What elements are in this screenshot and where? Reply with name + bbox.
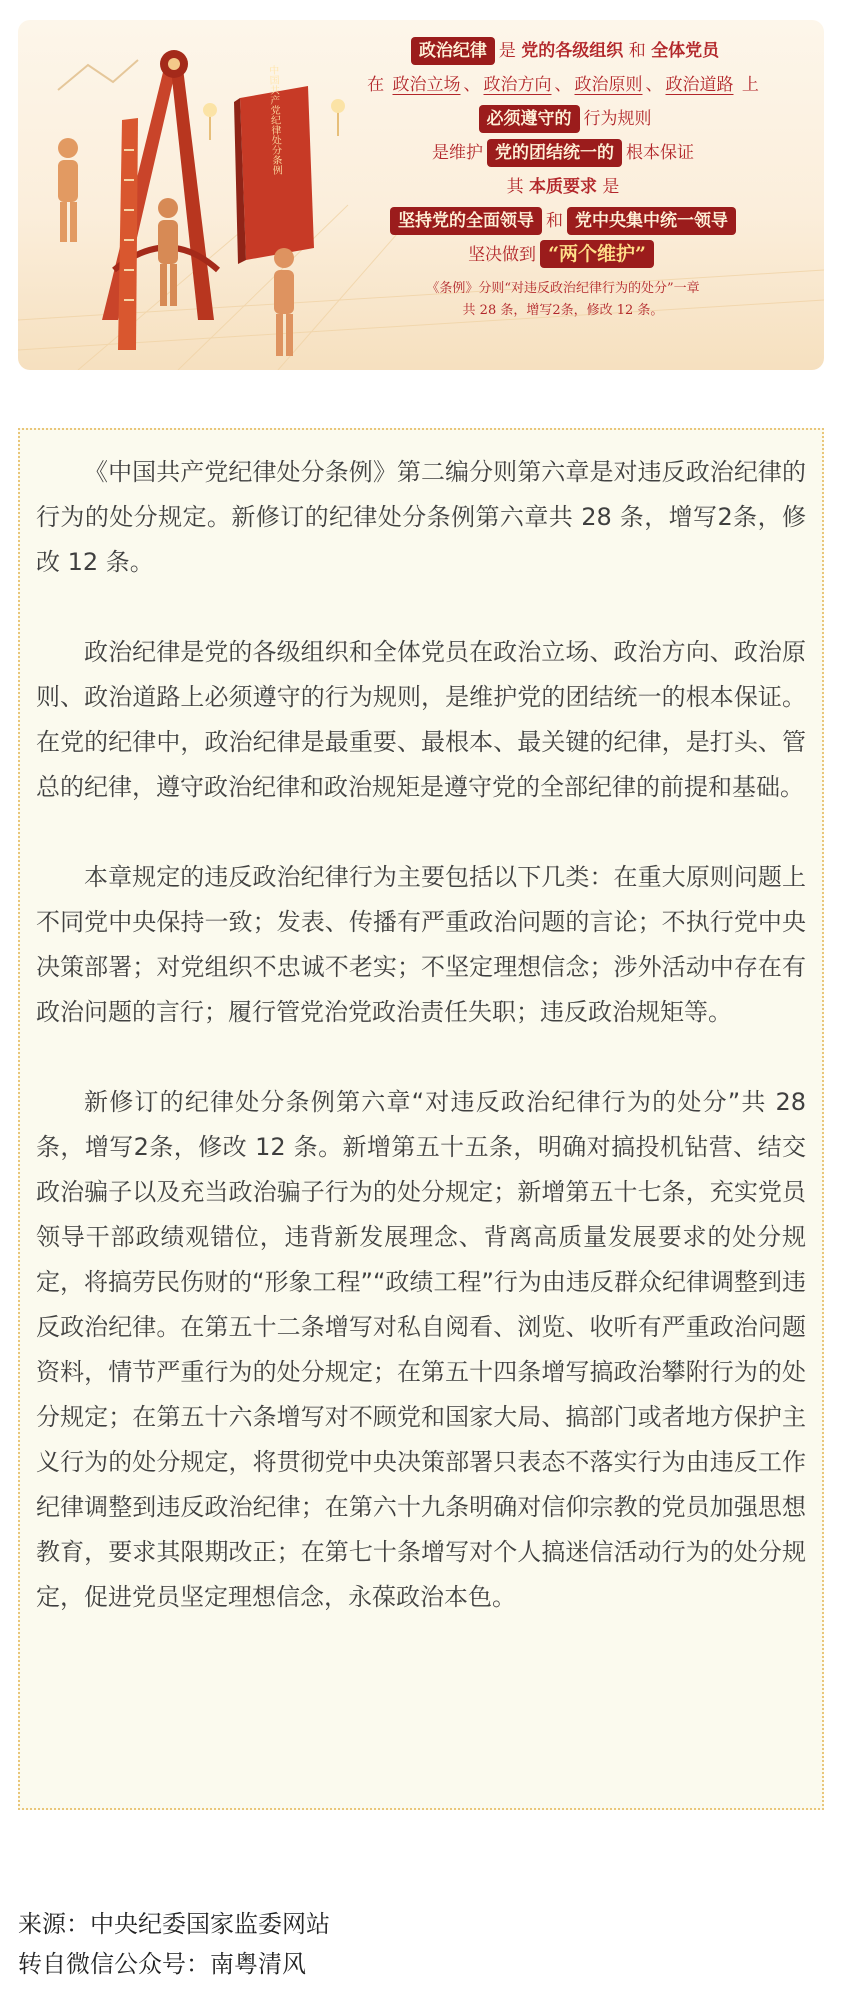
article-paragraph: 《中国共产党纪律处分条例》第二编分则第六章是对违反政治纪律的行为的处分规定。新修订的纪律处分条例第六章共 28 条，增写2条，修改 12 条。 — [36, 458, 806, 576]
source-line: 来源：中央纪委国家监委网站 — [18, 1910, 330, 1938]
book-icon — [234, 64, 314, 264]
article-paragraph: 本章规定的违反政治纪律行为主要包括以下几类：在重大原则问题上不同党中央保持一致；发表、传播有严重政治问题的言论；不执行党中央决策部署；对党组织不忠诚不老实；不坚定理想信念；涉外活动中存在有政治问题的言行；履行管党治党政治责任失职；违反政治规矩等。 — [36, 863, 806, 1026]
banner-line-1 — [318, 34, 808, 68]
banner-word: 是维护 — [432, 143, 483, 163]
banner-underline: 政治立场 — [392, 75, 461, 95]
tag-central-leadership: 党中央集中统一领导 — [567, 207, 736, 235]
tag-political-discipline: 政治纪律 — [411, 37, 495, 65]
article-paragraph: 政治纪律是党的各级组织和全体党员在政治立场、政治方向、政治原则、政治道路上必须遵守的行为规则，是维护党的团结统一的根本保证。在党的纪律中，政治纪律是最重要、最根本、最关键的纪律，是打头、管总的纪律，遵守政治纪律和政治规矩是遵守党的全部纪律的前提和基础。 — [36, 638, 806, 801]
mountain-icon — [58, 60, 138, 90]
banner-word: 和 — [628, 41, 646, 61]
banner-word: 其 — [506, 177, 524, 197]
banner-word: 和 — [546, 211, 563, 231]
banner-underline: 政治道路 — [665, 75, 734, 95]
banner-line-6 — [318, 204, 808, 238]
banner-underline: 政治方向 — [483, 75, 552, 95]
banner-word: 是 — [602, 177, 620, 197]
banner-line-2 — [318, 68, 808, 102]
banner-word: 行为规则 — [583, 109, 652, 129]
banner-strong: 全体党员 — [651, 41, 720, 61]
banner-line-5 — [318, 170, 808, 204]
banner-note — [318, 278, 808, 322]
tag-two-safeguards: “两个维护” — [540, 240, 654, 268]
banner-line-7 — [318, 238, 808, 272]
tag-party-unity: 党的团结统一的 — [487, 139, 622, 167]
svg-text:中国共产党纪律处分条例: 中国共产党纪律处分条例 — [266, 64, 282, 176]
banner-word: 上 — [741, 75, 759, 95]
banner-line-4 — [318, 136, 808, 170]
banner-word: 是 — [498, 41, 516, 61]
banner-line-3 — [318, 102, 808, 136]
tag-must-follow: 必须遵守的 — [479, 105, 580, 133]
banner-strong: 本质要求 — [529, 177, 597, 197]
banner-word: 根本保证 — [626, 143, 694, 163]
ruler-icon — [118, 118, 138, 350]
banner-word: 在 — [367, 75, 385, 95]
article-box — [18, 428, 824, 1810]
banner-sep: 、 — [554, 75, 572, 95]
article-paragraph: 新修订的纪律处分条例第六章“对违反政治纪律行为的处分”共 28 条，增写2条，修改 12 条。新增第五十五条，明确对搞投机钻营、结交政治骗子以及充当政治骗子行为的处分规定；新增第五十七条，充实党员领导干部政绩观错位，违背新发展理念、背离高质量发展要求的处分规定，将搞劳民伤财的“形象工程”“政绩工程”行为由违反群众纪律调整到违反政治纪律。在第五十二条增写对私自阅看、浏览、收听有严重政治问题资料，情节严重行为的处分规定；在第五十四条增写搞政治攀附行为的处分规定；在第五十六条增写对不顾党和国家大局、搞部门或者地方保护主义行为的处分规定，将贯彻党中央决策部署只表态不落实行为由违反工作纪律调整到违反政治纪律；在第六十九条明确对信仰宗教的党员加强思想教育，要求其限期改正；在第七十条增写对个人搞迷信活动行为的处分规定，促进党员坚定理想信念，永葆政治本色。 — [36, 1088, 806, 1611]
banner-sep: 、 — [463, 75, 481, 95]
banner-strong: 党的各级组织 — [521, 41, 624, 61]
tag-party-leadership: 坚持党的全面领导 — [390, 207, 542, 235]
repost-line: 转自微信公众号：南粤清风 — [18, 1950, 306, 1978]
banner-word: 坚决做到 — [468, 245, 537, 265]
banner-underline: 政治原则 — [574, 75, 643, 95]
person-icon — [274, 248, 294, 356]
banner-note-line-1: 《条例》分则“对违反政治纪律行为的处分”一章 — [426, 281, 700, 296]
banner-sep: 、 — [645, 75, 663, 95]
source-footer — [18, 1904, 824, 1984]
person-icon — [158, 198, 178, 306]
header-banner — [18, 20, 824, 370]
banner-text-block — [318, 34, 808, 322]
lamp-icon — [203, 103, 217, 140]
person-icon — [58, 138, 78, 242]
banner-note-line-2: 共 28 条，增写2条，修改 12 条。 — [462, 303, 664, 318]
